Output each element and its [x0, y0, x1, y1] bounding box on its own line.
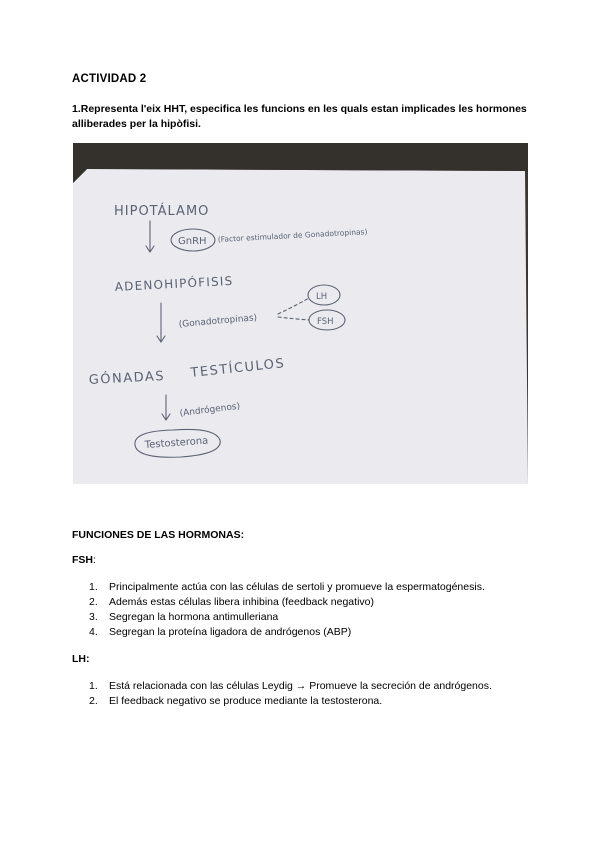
question-text: 1.Representa l'eix HHT, especifica les funcions en les quals estan implicades les hormones alliberades per la hipòfisi.: [72, 103, 527, 130]
lh-label: LH: [316, 292, 328, 302]
gnrh-note: (Factor estimulador de Gonadotropinas): [217, 227, 368, 244]
list-text: Segregan la hormona antimulleriana: [109, 611, 279, 623]
list-text: Segregan la proteína ligadora de andrógenos (ABP): [109, 626, 352, 638]
fsh-heading-colon: :: [93, 554, 96, 566]
list-number: 2.: [89, 596, 98, 608]
functions-title: FUNCIONES DE LAS HORMONAS:: [72, 529, 245, 541]
list-number: 2.: [89, 695, 98, 707]
testosterone-label: Testosterona: [144, 435, 209, 451]
list-text: Principalmente actúa con las células de sertoli y promueve la espermatogénesis.: [109, 581, 485, 593]
adenohypophysis-label: ADENOHIPÓFISIS: [114, 273, 234, 294]
list-item: [89, 625, 485, 640]
list-number: 4.: [89, 626, 98, 638]
diagram-svg: [73, 143, 528, 484]
gnrh-label: GnRH: [178, 236, 207, 247]
testicles-label: TESTÍCULOS: [189, 356, 286, 381]
fsh-label: FSH: [317, 317, 334, 327]
fsh-heading-label: FSH: [72, 554, 93, 566]
list-item: [89, 595, 485, 610]
lh-function-list: [89, 679, 492, 709]
fsh-heading: [72, 554, 96, 566]
list-item: [89, 679, 492, 694]
list-item: [89, 694, 492, 709]
handwritten-diagram-photo: [73, 143, 528, 484]
hypothalamus-label: HIPOTÁLAMO: [114, 204, 210, 219]
list-number: 1.: [89, 581, 98, 593]
list-number: 1.: [89, 680, 98, 692]
androgens-label: (Andrógenos): [179, 401, 241, 419]
list-text: Además estas células libera inhibina (feedback negativo): [109, 596, 374, 608]
list-text: Está relacionada con las células Leydig → Promueve la secreción de andrógenos.: [109, 680, 492, 692]
activity-heading: ACTIVIDAD 2: [72, 73, 147, 85]
list-item: [89, 610, 485, 625]
list-text: El feedback negativo se produce mediante la testosterona.: [109, 695, 383, 707]
gonads-label: GÓNADAS: [88, 369, 166, 388]
list-item: [89, 580, 485, 595]
gonadotropins-label: (Gonadotropinas): [178, 313, 258, 330]
lh-heading: LH:: [72, 653, 90, 665]
fsh-function-list: [89, 580, 485, 640]
list-number: 3.: [89, 611, 98, 623]
